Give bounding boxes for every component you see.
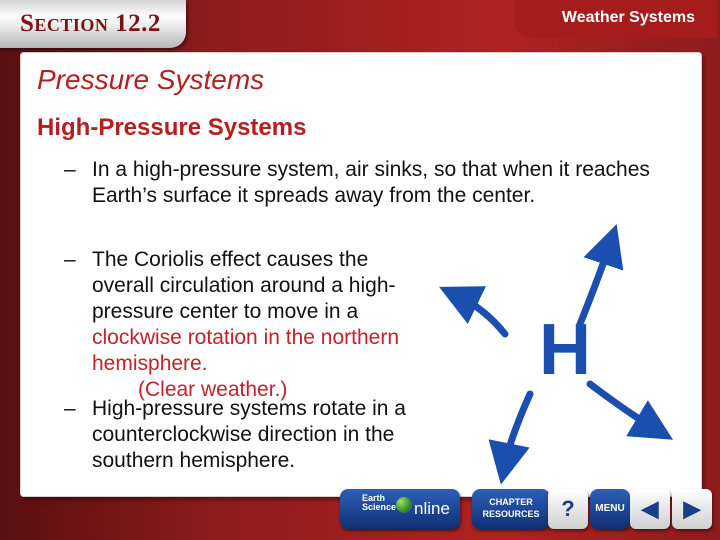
bullet-text: High-pressure systems rotate in a counterclockwise direction in the southern hemisphere. bbox=[92, 397, 406, 472]
arrow-icon bbox=[458, 296, 505, 334]
online-label: nline bbox=[414, 499, 450, 518]
topic-tab bbox=[515, 0, 717, 38]
high-pressure-diagram bbox=[430, 224, 690, 484]
earth-science-label: Earth Science bbox=[362, 493, 397, 512]
slide-title: Pressure Systems bbox=[37, 64, 265, 95]
menu-button[interactable] bbox=[590, 489, 630, 529]
arrow-left-icon: ◀ bbox=[641, 496, 659, 521]
chapter-resources-label: CHAPTER RESOURCES bbox=[482, 497, 540, 519]
bullet-text: In a high-pressure system, air sinks, so that when it reaches Earth’s surface it spreads away from the center. bbox=[92, 158, 650, 207]
high-pressure-label: H bbox=[539, 310, 591, 390]
arrow-icon bbox=[590, 384, 655, 429]
bullet-text-highlight-2: (Clear weather.) bbox=[138, 378, 288, 401]
slide-subtitle: High-Pressure Systems bbox=[37, 114, 307, 141]
bullet-dash: – bbox=[64, 158, 76, 181]
chapter-resources-button[interactable] bbox=[472, 489, 550, 529]
arrow-right-icon: ▶ bbox=[683, 496, 701, 521]
earth-science-online-button[interactable] bbox=[340, 489, 460, 529]
bullet-text-plain: The Coriolis effect causes the overall circulation around a high-pressure center to move in a bbox=[92, 248, 396, 323]
section-label: Section 12.2 bbox=[20, 10, 161, 37]
next-button[interactable] bbox=[672, 489, 712, 529]
globe-icon bbox=[396, 497, 412, 513]
menu-label: MENU bbox=[595, 503, 625, 514]
help-button[interactable] bbox=[548, 489, 588, 529]
previous-button[interactable] bbox=[630, 489, 670, 529]
bullet-text bbox=[92, 247, 422, 403]
question-icon: ? bbox=[561, 496, 575, 521]
bullet-text-highlight: clockwise rotation in the northern hemisphere. bbox=[92, 326, 399, 375]
arrow-icon bbox=[505, 394, 530, 464]
topic-label: Weather Systems bbox=[561, 9, 695, 26]
section-tab bbox=[0, 0, 186, 48]
bullet-dash: – bbox=[64, 248, 76, 271]
bullet-dash: – bbox=[64, 397, 76, 420]
